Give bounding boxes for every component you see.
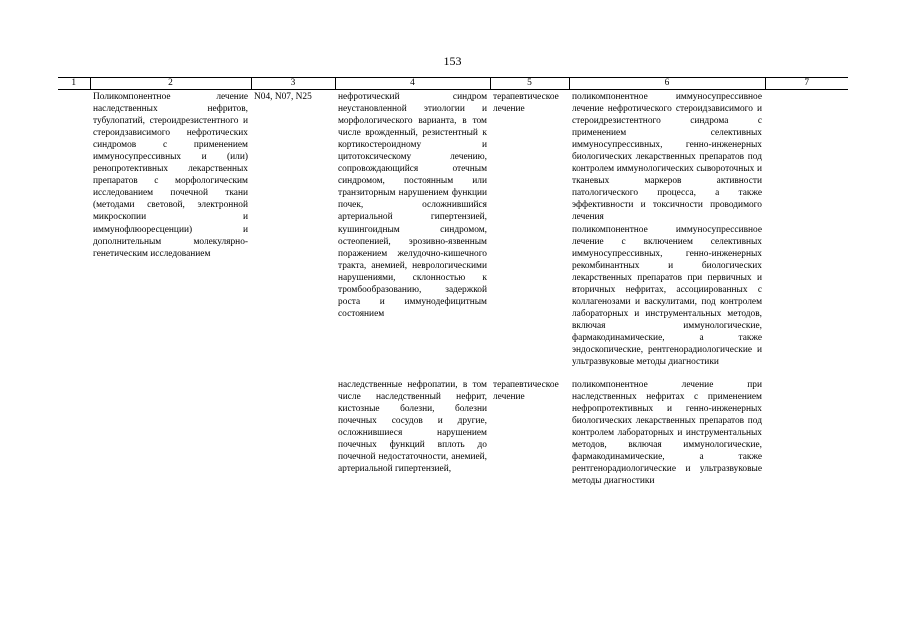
treatment-type-cell: Поликомпонентное лечение наследственных нефритов, тубулопатий, стероидрезистентного и стероидзависимого нефротических синдромов с применением иммуносупрессивных и (или) ренопротективных лекарственных препаратов с морфологическим исследованием почечной ткани (методами световой, электронной микроскопии и иммунофлюоресценции) и дополнительным молекулярно-генетическим исследованием — [93, 92, 248, 259]
treatment-method-paragraph: поликомпонентное лечение при наследственных нефритах с применением нефропротективных и генно-инженерных биологических лекарственных препаратов под контролем лабораторных и инструментальных методов, включая иммунологические, фармакодинамические, а также рентгенорадиологические и ультразвуковые методы диагностики — [572, 380, 762, 487]
treatment-method-paragraph: поликомпонентное иммуносупрессивное лечение с включением селективных иммуносупрессивных, генно-инженерных рекомбинантных и биологических лекарственных препаратов при первичных и вторичных нефритах, ассоциированных с коллагенозами и васкулитами, под контролем лабораторных и инструментальных методов, включая иммунологические, фармакодинамические, а также эндоскопические, рентгенорадиологические и ультразвуковые методы диагностики — [572, 224, 762, 368]
table-row — [58, 378, 848, 487]
treatment-method-paragraph: поликомпонентное иммуносупрессивное лечение нефротического стероидзависимого и стероидрезистентного синдрома с применением селективных иммуносупрессивных, генно-инженерных биологических лекарственных препаратов под контролем иммунологических сывороточных и тканевых маркеров активности патологического процесса, а также эффективности и токсичности проводимого лечения — [572, 92, 762, 223]
treatment-type-cell — [90, 378, 251, 487]
row-spacer — [58, 368, 848, 378]
treatment-kind-cell: терапевтическое лечение — [493, 380, 559, 403]
table-row — [58, 90, 848, 369]
column-header-6: 6 — [569, 78, 765, 90]
icd-codes-cell — [251, 378, 335, 487]
treatment-method-cell — [569, 378, 765, 487]
column-header-7: 7 — [765, 78, 848, 90]
column-header-1: 1 — [58, 78, 90, 90]
icd-codes-cell: N04, N07, N25 — [254, 92, 312, 102]
document-table — [58, 77, 848, 488]
patient-model-cell: нефротический синдром неустановленной этиологии и морфологического варианта, в том числе врожденный, резистентный к кортикостероидному и цитотоксическому лечению, сопровождающийся отечным синдромом, постоянным или транзиторным нарушением функции почек, осложнившийся артериальной гипертензией, кушингоидным синдромом, остеопенией, эрозивно-язвенным поражением желудочно-кишечного тракта, анемией, неврологическими нарушениями, склонностью к тромбообразованию, задержкой роста и иммунодефицитным состоянием — [338, 92, 487, 319]
spacer-cell — [58, 368, 848, 378]
treatment-kind-cell: терапевтическое лечение — [493, 92, 559, 115]
column-header-5: 5 — [490, 78, 569, 90]
page-number: 153 — [443, 54, 462, 68]
column-number-header-row — [58, 78, 848, 90]
column-header-3: 3 — [251, 78, 335, 90]
cost-cell — [765, 90, 848, 369]
column-header-4: 4 — [335, 78, 490, 90]
column-header-2: 2 — [90, 78, 251, 90]
row-number-cell — [58, 90, 90, 369]
cost-cell — [765, 378, 848, 487]
treatment-method-cell — [569, 90, 765, 369]
patient-model-cell: наследственные нефропатии, в том числе наследственный нефрит, кистозные болезни, болезни почечных сосудов и другие, осложнившиеся нарушением почечных функций вплоть до почечной недостаточности, анемией, артериальной гипертензией, — [338, 380, 487, 475]
row-number-cell — [58, 378, 90, 487]
